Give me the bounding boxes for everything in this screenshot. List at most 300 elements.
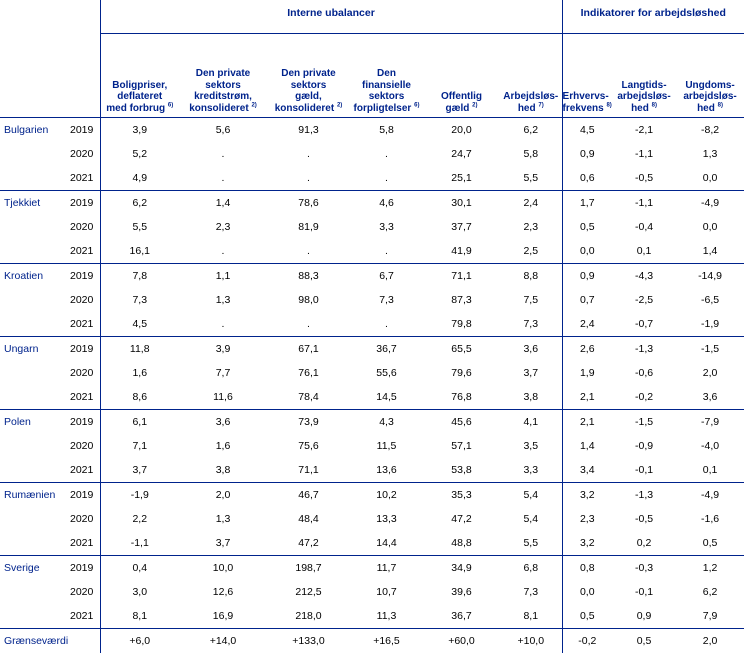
country-name: Kroatien: [4, 270, 44, 282]
value-cell: 0,9: [562, 142, 612, 166]
value-cell: 57,1: [451, 440, 472, 452]
value-cell: 79,6: [451, 367, 472, 379]
value-cell: 1,3: [702, 148, 718, 160]
table-row: [0, 531, 744, 556]
column-header-line: sektors: [368, 91, 405, 102]
value-cell: 98,0: [298, 294, 319, 306]
column-header: [350, 34, 423, 118]
value-cell: 5,8: [523, 148, 539, 160]
country-name: Tjekkiet: [4, 197, 41, 209]
table-row: [0, 410, 744, 435]
footnote-ref: 8): [717, 102, 723, 109]
value-cell: 3,7: [100, 458, 179, 483]
value-cell: 65,5: [451, 343, 472, 355]
value-cell: -1,9: [676, 312, 744, 337]
value-cell: 7,3: [100, 288, 179, 312]
value-cell: 3,0: [100, 580, 179, 604]
table-row: [0, 191, 744, 216]
year-cell: 2021: [66, 385, 100, 410]
value-cell: 5,5: [500, 166, 562, 191]
value-cell: 3,6: [215, 416, 231, 428]
value-cell: 41,9: [423, 239, 500, 264]
country-cell-empty: [0, 312, 66, 337]
year-cell: 2021: [66, 531, 100, 556]
value-cell: 24,7: [451, 148, 472, 160]
value-cell: 10,0: [212, 562, 234, 574]
value-cell: 3,8: [500, 385, 562, 410]
value-cell: 0,0: [562, 239, 612, 264]
value-cell: 1,3: [215, 294, 231, 306]
value-cell: 2,2: [100, 507, 179, 531]
table-row: [0, 507, 744, 531]
footnote-ref: 8): [651, 102, 657, 109]
value-cell: 3,5: [523, 440, 539, 452]
value-cell: -1,1: [100, 531, 179, 556]
value-cell: 0,5: [676, 531, 744, 556]
column-header-line: Erhvervs-: [562, 91, 609, 102]
value-cell: 5,4: [523, 489, 539, 501]
table-row: [0, 312, 744, 337]
country-cell-empty: [0, 531, 66, 556]
value-cell: 88,3: [298, 270, 319, 282]
value-cell: 2,0: [215, 489, 231, 501]
country-name: Sverige: [4, 562, 40, 574]
threshold-value: -0,2: [562, 629, 612, 654]
value-cell: -2,1: [634, 124, 654, 136]
country-cell-empty: [0, 604, 66, 629]
value-cell: -0,4: [634, 221, 654, 233]
value-cell: 0,0: [676, 166, 744, 191]
table-row: [0, 142, 744, 166]
value-cell: 10,2: [376, 489, 397, 501]
group-header-row: [0, 0, 744, 34]
table-row: [0, 434, 744, 458]
value-cell: 1,4: [215, 197, 231, 209]
value-cell: -0,5: [634, 513, 654, 525]
table-row: [0, 556, 744, 581]
value-cell: 34,9: [451, 562, 472, 574]
value-cell: 48,4: [298, 513, 319, 525]
value-cell: -1,3: [634, 489, 654, 501]
value-cell: -1,5: [700, 343, 720, 355]
value-cell: 5,2: [100, 142, 179, 166]
value-cell: -4,9: [700, 197, 720, 209]
column-header-line: Den private: [281, 68, 336, 79]
country-name: Ungarn: [4, 343, 39, 355]
column-header: [423, 34, 500, 118]
table-row: [0, 385, 744, 410]
value-cell: 73,9: [298, 416, 319, 428]
year-cell: 2020: [70, 367, 94, 379]
table-row: [0, 483, 744, 508]
table-row: [0, 580, 744, 604]
value-cell: 13,6: [350, 458, 423, 483]
value-cell: 198,7: [295, 562, 322, 574]
value-cell: .: [267, 312, 350, 337]
value-cell: 14,4: [350, 531, 423, 556]
column-header-line: arbejdsløs-: [683, 91, 737, 102]
column-header: [179, 34, 267, 118]
value-cell: 8,8: [523, 270, 539, 282]
value-cell: 45,6: [451, 416, 472, 428]
value-cell: 6,2: [100, 191, 179, 216]
footnote-ref: 8): [606, 102, 612, 109]
country-cell-empty: [0, 239, 66, 264]
column-header-line: arbejdsløs-: [617, 91, 671, 102]
group-header-labour: Indikatorer for arbejdsløshed: [562, 0, 744, 34]
value-cell: 7,5: [523, 294, 539, 306]
value-cell: 11,5: [376, 440, 397, 452]
year-cell: 2020: [70, 294, 94, 306]
value-cell: 1,7: [562, 191, 612, 216]
value-cell: 0,2: [612, 531, 676, 556]
value-cell: 12,6: [212, 586, 234, 598]
value-cell: 7,7: [215, 367, 231, 379]
threshold-value: +10,0: [517, 635, 545, 647]
value-cell: .: [267, 166, 350, 191]
value-cell: .: [307, 148, 310, 160]
column-header-line: med forbrug: [106, 102, 166, 114]
footnote-ref: 7): [538, 102, 544, 109]
footnote-ref: 6): [167, 102, 174, 109]
value-cell: -1,6: [700, 513, 720, 525]
group-header-internal: Interne ubalancer: [100, 0, 562, 34]
value-cell: 0,1: [676, 458, 744, 483]
column-header-line: finansielle: [362, 79, 411, 91]
value-cell: 7,9: [676, 604, 744, 629]
value-cell: -7,9: [700, 416, 720, 428]
value-cell: 36,7: [423, 604, 500, 629]
column-header-line: deflateret: [117, 91, 163, 102]
value-cell: 71,1: [451, 270, 472, 282]
value-cell: 0,5: [562, 215, 612, 239]
value-cell: 1,4: [676, 239, 744, 264]
year-cell: 2019: [70, 343, 94, 355]
value-cell: 4,6: [379, 197, 394, 209]
value-cell: 0,8: [562, 556, 612, 581]
country-cell-empty: [0, 142, 66, 166]
value-cell: 16,1: [100, 239, 179, 264]
column-header-line: hed: [517, 102, 536, 114]
footnote-ref: 6): [414, 102, 420, 109]
value-cell: 16,9: [179, 604, 267, 629]
column-header-line: sektors: [290, 79, 327, 91]
value-cell: 8,1: [100, 604, 179, 629]
value-cell: 3,9: [215, 343, 231, 355]
value-cell: -8,2: [700, 124, 720, 136]
table-row: [0, 288, 744, 312]
value-cell: 35,3: [451, 489, 472, 501]
value-cell: 20,0: [451, 124, 472, 136]
column-header: [562, 34, 612, 118]
country-cell-empty: [0, 361, 66, 385]
year-cell: 2021: [66, 312, 100, 337]
value-cell: 0,4: [100, 556, 179, 581]
value-cell: 212,5: [295, 586, 322, 598]
country-cell-empty: [0, 385, 66, 410]
value-cell: 4,1: [523, 416, 539, 428]
country-cell-empty: [0, 507, 66, 531]
value-cell: 30,1: [451, 197, 472, 209]
value-cell: 11,8: [100, 337, 179, 362]
value-cell: 48,8: [423, 531, 500, 556]
column-header-line: Den: [377, 68, 396, 79]
value-cell: .: [350, 239, 423, 264]
value-cell: 6,2: [702, 586, 718, 598]
value-cell: -0,1: [634, 586, 654, 598]
column-header-line: gæld,: [295, 91, 322, 102]
value-cell: 3,6: [676, 385, 744, 410]
threshold-value: +16,5: [373, 635, 400, 647]
value-cell: 5,4: [523, 513, 539, 525]
value-cell: 67,1: [298, 343, 319, 355]
country-cell-empty: [0, 434, 66, 458]
value-cell: 47,2: [451, 513, 472, 525]
value-cell: 2,3: [523, 221, 539, 233]
value-cell: 6,1: [100, 410, 179, 435]
value-cell: 3,8: [179, 458, 267, 483]
value-cell: 4,5: [562, 118, 612, 143]
value-cell: -4,9: [700, 489, 720, 501]
threshold-value: +133,0: [292, 635, 325, 647]
year-cell: 2021: [66, 166, 100, 191]
value-cell: 10,7: [376, 586, 397, 598]
value-cell: 2,3: [215, 221, 231, 233]
value-cell: 2,5: [500, 239, 562, 264]
value-cell: 2,1: [562, 385, 612, 410]
country-cell-empty: [0, 288, 66, 312]
value-cell: -6,5: [700, 294, 720, 306]
table-row: [0, 361, 744, 385]
value-cell: 14,5: [350, 385, 423, 410]
column-header: [267, 34, 350, 118]
value-cell: 3,6: [523, 343, 539, 355]
column-header-line: frekvens: [562, 102, 604, 114]
value-cell: 5,8: [379, 124, 394, 136]
value-cell: 13,3: [376, 513, 397, 525]
value-cell: 8,6: [100, 385, 179, 410]
value-cell: 1,6: [215, 440, 231, 452]
value-cell: 47,2: [267, 531, 350, 556]
column-header-line: konsolideret: [189, 102, 249, 114]
value-cell: 37,7: [451, 221, 472, 233]
value-cell: 4,3: [379, 416, 394, 428]
value-cell: 1,9: [562, 361, 612, 385]
value-cell: 2,3: [562, 507, 612, 531]
value-cell: .: [267, 239, 350, 264]
column-header-line: Offentlig: [440, 91, 483, 102]
table-row: [0, 264, 744, 289]
value-cell: 2,1: [562, 410, 612, 435]
threshold-value: +60,0: [448, 635, 475, 647]
value-cell: 78,6: [298, 197, 319, 209]
value-cell: 91,3: [298, 124, 319, 136]
value-cell: 1,3: [215, 513, 231, 525]
value-cell: 6,7: [379, 270, 394, 282]
year-cell: 2020: [70, 221, 94, 233]
value-cell: 4,9: [100, 166, 179, 191]
value-cell: 2,4: [523, 197, 539, 209]
value-cell: 4,5: [100, 312, 179, 337]
column-header-line: gæld: [445, 102, 470, 114]
value-cell: 39,6: [451, 586, 472, 598]
value-cell: 55,6: [376, 367, 397, 379]
country-cell-empty: [0, 166, 66, 191]
threshold-row: [0, 629, 744, 654]
table-row: [0, 118, 744, 143]
value-cell: 7,3: [500, 312, 562, 337]
value-cell: 0,0: [702, 221, 718, 233]
value-cell: 25,1: [423, 166, 500, 191]
value-cell: 76,8: [423, 385, 500, 410]
year-cell: 2020: [70, 148, 94, 160]
value-cell: 3,2: [562, 483, 612, 508]
threshold-value: +6,0: [100, 629, 179, 654]
value-cell: 2,4: [562, 312, 612, 337]
year-cell: 2021: [66, 458, 100, 483]
value-cell: 0,9: [612, 604, 676, 629]
table-row: [0, 337, 744, 362]
value-cell: -1,9: [100, 483, 179, 508]
year-cell: 2021: [66, 239, 100, 264]
value-cell: 0,5: [562, 604, 612, 629]
column-header-line: konsolideret: [274, 102, 335, 114]
footnote-ref: 2): [472, 102, 478, 109]
value-cell: 7,3: [523, 586, 539, 598]
value-cell: 11,7: [376, 562, 397, 574]
value-cell: 1,2: [702, 562, 718, 574]
value-cell: 75,6: [298, 440, 319, 452]
year-cell: 2020: [70, 513, 94, 525]
value-cell: 3,9: [100, 118, 179, 143]
value-cell: -1,3: [634, 343, 654, 355]
column-header: [100, 34, 179, 118]
value-cell: 1,4: [562, 434, 612, 458]
column-header-line: Arbejdsløs-: [503, 91, 559, 102]
threshold-value: +14,0: [209, 635, 237, 647]
value-cell: -0,1: [612, 458, 676, 483]
table-row: [0, 458, 744, 483]
value-cell: 79,8: [423, 312, 500, 337]
value-cell: .: [179, 166, 267, 191]
year-cell: 2020: [70, 586, 94, 598]
value-cell: .: [350, 312, 423, 337]
country-cell-empty: [0, 215, 66, 239]
value-cell: 5,6: [215, 124, 231, 136]
footnote-ref: 2): [251, 102, 257, 109]
value-cell: 5,5: [500, 531, 562, 556]
year-cell: 2019: [70, 562, 94, 574]
value-cell: 76,1: [298, 367, 319, 379]
value-cell: 3,4: [562, 458, 612, 483]
value-cell: -0,6: [634, 367, 654, 379]
value-cell: 0,9: [562, 264, 612, 289]
value-cell: 11,3: [350, 604, 423, 629]
value-cell: -1,1: [634, 197, 654, 209]
column-header-row: [0, 34, 744, 118]
value-cell: 218,0: [267, 604, 350, 629]
column-header-line: hed: [697, 102, 715, 114]
value-cell: 8,1: [500, 604, 562, 629]
year-cell: 2019: [70, 489, 94, 501]
value-cell: -4,0: [700, 440, 720, 452]
value-cell: .: [385, 148, 388, 160]
value-cell: 36,7: [376, 343, 397, 355]
country-name: Bulgarien: [4, 124, 49, 136]
value-cell: 81,9: [298, 221, 319, 233]
country-cell-empty: [0, 580, 66, 604]
country-cell-empty: [0, 458, 66, 483]
value-cell: 11,6: [179, 385, 267, 410]
column-header-line: kreditstrøm,: [194, 91, 252, 102]
value-cell: 53,8: [423, 458, 500, 483]
year-cell: 2021: [66, 604, 100, 629]
column-header: [612, 34, 676, 118]
value-cell: -0,2: [612, 385, 676, 410]
value-cell: 7,8: [100, 264, 179, 289]
threshold-label: Grænseværdi: [4, 635, 69, 647]
value-cell: 3,3: [379, 221, 394, 233]
country-name: Rumænien: [4, 489, 56, 501]
value-cell: 78,4: [267, 385, 350, 410]
column-header-line: Ungdoms-: [685, 79, 735, 91]
value-cell: -0,3: [634, 562, 654, 574]
value-cell: -1,1: [634, 148, 654, 160]
table-row: [0, 166, 744, 191]
footnote-ref: 2): [336, 102, 343, 109]
year-cell: 2019: [70, 416, 94, 428]
value-cell: 71,1: [267, 458, 350, 483]
value-cell: -14,9: [698, 270, 722, 282]
value-cell: -0,5: [612, 166, 676, 191]
year-cell: 2019: [70, 124, 94, 136]
column-header: [676, 34, 744, 118]
value-cell: -4,3: [634, 270, 654, 282]
value-cell: 7,3: [379, 294, 394, 306]
column-header: [500, 34, 562, 118]
value-cell: 3,7: [179, 531, 267, 556]
value-cell: 0,1: [612, 239, 676, 264]
column-header-line: sektors: [205, 79, 241, 91]
value-cell: 6,8: [523, 562, 539, 574]
year-cell: 2020: [70, 440, 94, 452]
column-header-line: Den private: [195, 68, 251, 79]
value-cell: 3,7: [523, 367, 539, 379]
column-header-line: Boligpriser,: [112, 79, 168, 91]
value-cell: -2,5: [634, 294, 654, 306]
value-cell: .: [350, 166, 423, 191]
value-cell: 6,2: [523, 124, 539, 136]
table-row: [0, 239, 744, 264]
value-cell: 0,6: [562, 166, 612, 191]
value-cell: 1,1: [215, 270, 231, 282]
year-cell: 2019: [70, 270, 94, 282]
table-row: [0, 215, 744, 239]
value-cell: -0,7: [612, 312, 676, 337]
value-cell: 3,2: [562, 531, 612, 556]
value-cell: 87,3: [451, 294, 472, 306]
value-cell: -1,5: [634, 416, 654, 428]
column-header-line: Langtids-: [621, 79, 667, 91]
column-header-line: hed: [631, 102, 649, 114]
value-cell: 2,6: [562, 337, 612, 362]
value-cell: 7,1: [100, 434, 179, 458]
value-cell: .: [179, 312, 267, 337]
value-cell: 0,7: [562, 288, 612, 312]
table-row: [0, 604, 744, 629]
value-cell: 5,5: [100, 215, 179, 239]
value-cell: 0,0: [562, 580, 612, 604]
